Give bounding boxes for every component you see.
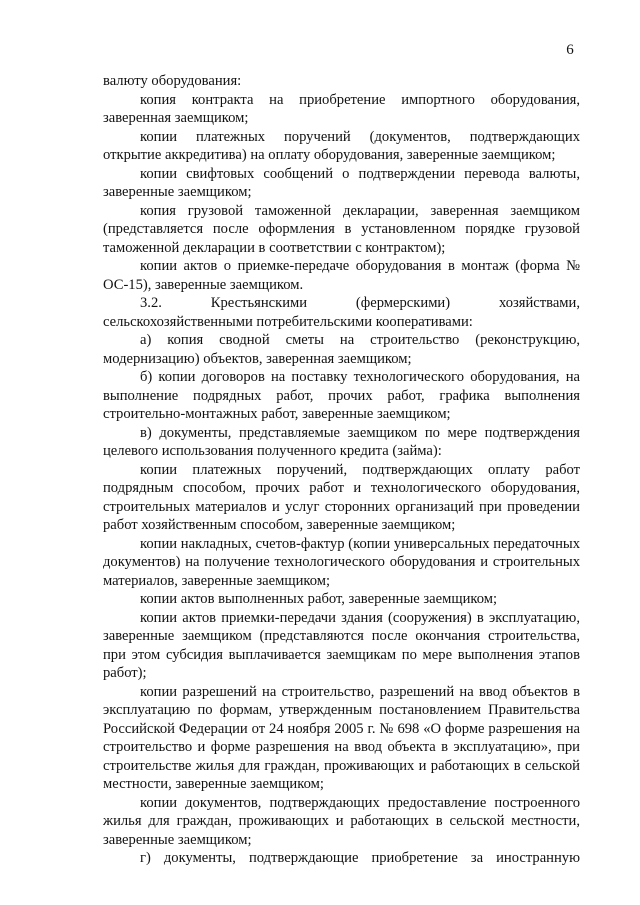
paragraph-payment-orders-letter-of-credit: копии платежных поручений (документов, подтверждающих открытие аккредитива) на оплату оборудования, заверенные заемщиком; [103,128,580,163]
paragraph-item-v: в) документы, представляемые заемщиком по мере подтверждения целевого использования полученного кредита (займа): [103,424,580,459]
page-number: 6 [566,42,574,58]
paragraph-item-a: а) копия сводной сметы на строительство (реконструкцию, модернизацию) объектов, заверенная заемщиком; [103,332,580,367]
paragraph-invoices: копии накладных, счетов-фактур (копии универсальных передаточных документов) на получение технологического оборудования и строительных материалов, заверенные заемщиком; [103,535,580,589]
paragraph-item-b: б) копии договоров на поставку технологического оборудования, на выполнение подрядных работ, прочих работ, графика выполнения строительно-монтажных работ, заверенные заемщиком; [103,369,580,422]
document-body [103,72,580,868]
paragraph-housing-documents: копии документов, подтверждающих предоставление построенного жилья для граждан, проживающих и работающих в сельской местности, заверенные заемщиком; [103,794,580,848]
paragraph-customs-declaration: копия грузовой таможенной декларации, заверенная заемщиком (представляется после оформления в установленном порядке грузовой таможенной декларации в соответствии с контрактом); [103,202,580,256]
paragraph-currency-continuation: валюту оборудования: [103,73,242,89]
paragraph-completed-works-acts: копии актов выполненных работ, заверенные заемщиком; [140,591,498,607]
paragraph-section-3-2: 3.2. Крестьянскими (фермерскими) хозяйствами, сельскохозяйственными потребительскими кооперативами: [103,295,580,330]
paragraph-building-acceptance-acts: копии актов приемки-передачи здания (сооружения) в эксплуатацию, заверенные заемщиком (представляются после окончания строительства, при этом субсидия выплачивается заемщикам по мере выполнения этапов работ); [103,609,580,681]
paragraph-swift-messages: копии свифтовых сообщений о подтверждении перевода валюты, заверенные заемщиком; [103,165,580,200]
paragraph-acceptance-acts-os15: копии актов о приемке-передаче оборудования в монтаж (форма № ОС-15), заверенные заемщиком. [103,258,580,293]
paragraph-construction-permits: копии разрешений на строительство, разрешений на ввод объектов в эксплуатацию по формам, утвержденным постановлением Правительства Российской Федерации от 24 ноября 2005 г. № 698 «О форме разрешения на строительство и форме разрешения на ввод объекта в эксплуатацию», при строительстве жилья для граждан, проживающих и работающих в сельской местности, заверенные заемщиком; [103,683,580,792]
paragraph-item-g: г) документы, подтверждающие приобретение за иностранную [140,850,580,866]
paragraph-payment-orders-works: копии платежных поручений, подтверждающих оплату работ подрядным способом, прочих работ и технологического оборудования, строительных материалов и услуг сторонних организаций при проведении работ хозяйственным способом, заверенные заемщиком; [103,461,580,533]
paragraph-import-contract-copy: копия контракта на приобретение импортного оборудования, заверенная заемщиком; [103,91,580,126]
